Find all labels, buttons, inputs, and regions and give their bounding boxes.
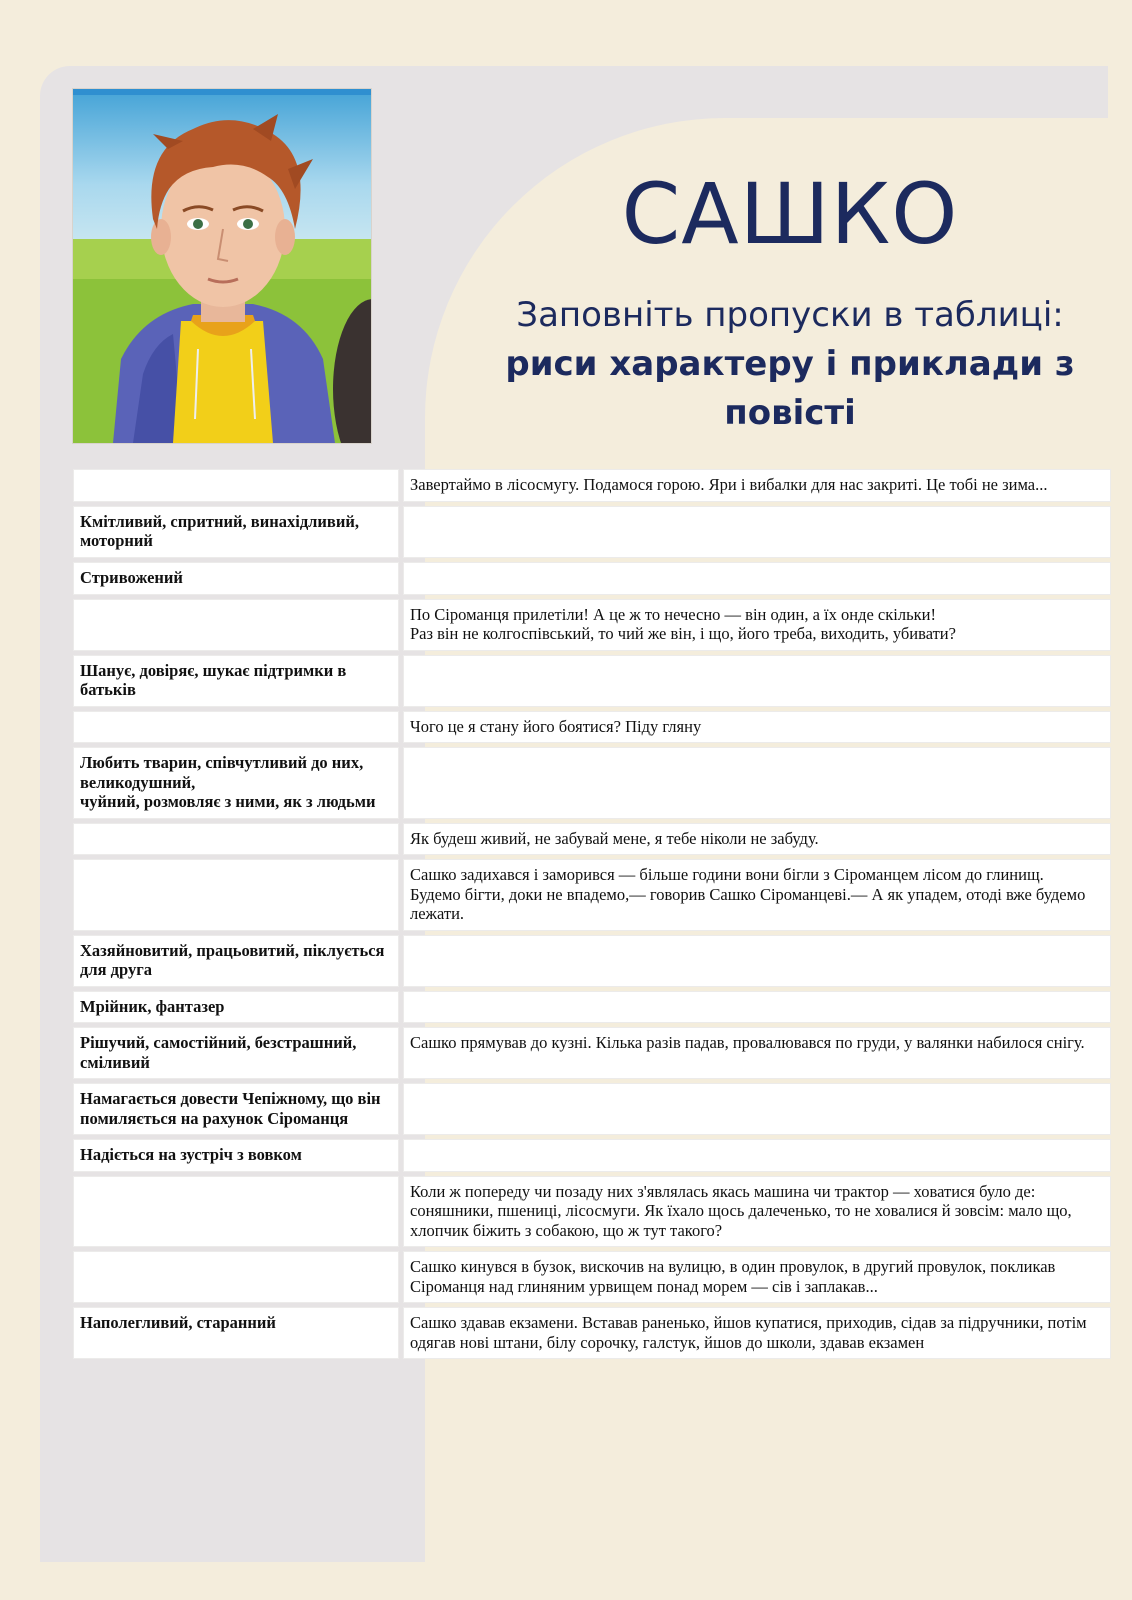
task-instruction <box>480 292 1100 438</box>
example-cell[interactable] <box>403 991 1111 1024</box>
table-row <box>73 1139 1111 1172</box>
trait-cell: Мрійник, фантазер <box>73 991 399 1024</box>
trait-cell[interactable] <box>73 599 399 651</box>
trait-cell[interactable] <box>73 859 399 931</box>
table-row <box>73 935 1111 987</box>
table-row <box>73 1176 1111 1248</box>
page-title: САШКО <box>621 165 959 263</box>
example-cell: Як будеш живий, не забувай мене, я тебе ніколи не забуду. <box>403 823 1111 856</box>
trait-cell: Шанує, довіряє, шукає підтримки в батьків <box>73 655 399 707</box>
background-fill <box>425 1460 1132 1600</box>
trait-cell: Надіється на зустріч з вовком <box>73 1139 399 1172</box>
example-cell: Сашко задихався і заморився — більше години вони бігли з Сіроманцем лісом до глинищ. Будемо бігти, доки не впадемо,— говорив Сашко Сіроманцеві.— А як упадем, отоді вже будемо лежати. <box>403 859 1111 931</box>
example-cell[interactable] <box>403 1083 1111 1135</box>
trait-cell: Кмітливий, спритний, винахідливий, моторний <box>73 506 399 558</box>
sashko-portrait-illustration <box>72 88 372 444</box>
example-cell[interactable] <box>403 1139 1111 1172</box>
trait-cell[interactable] <box>73 469 399 502</box>
example-cell: Коли ж попереду чи позаду них з'являлась якась машина чи трактор — ховатися було де: соняшники, пшениці, лісосмуги. Як їхало щось далеченько, то не ховалися й зовсім: мало що, хлопчик біжить з собакою, що ж тут такого? <box>403 1176 1111 1248</box>
table-row <box>73 469 1111 502</box>
example-cell: Сашко здавав екзамени. Вставав раненько, йшов купатися, приходив, сідав за підручники, потім одягав нові штани, білу сорочку, галстук, йшов до школи, здавав екзамен <box>403 1307 1111 1359</box>
table-row <box>73 859 1111 931</box>
table-row <box>73 1251 1111 1303</box>
trait-cell: Намагається довести Чепіжному, що він помиляється на рахунок Сіроманця <box>73 1083 399 1135</box>
trait-cell[interactable] <box>73 1251 399 1303</box>
table-row <box>73 1307 1111 1359</box>
instruction-text: Заповніть пропуски в таблиці: <box>516 295 1064 335</box>
table-row <box>73 747 1111 819</box>
example-cell[interactable] <box>403 935 1111 987</box>
table-row <box>73 1027 1111 1079</box>
trait-cell[interactable] <box>73 1176 399 1248</box>
trait-cell: Хазяйновитий, працьовитий, піклується для друга <box>73 935 399 987</box>
boy-illustration <box>73 89 371 443</box>
example-cell: Сашко кинувся в бузок, вискочив на вулицю, в один провулок, в другий провулок, покликав Сіроманця над глиняним урвищем понад морем — сів і заплакав... <box>403 1251 1111 1303</box>
example-cell[interactable] <box>403 506 1111 558</box>
table-row <box>73 599 1111 651</box>
example-cell: По Сіроманця прилетіли! А це ж то нечесно — він один, а їх онде скільки! Раз він не колгоспівський, то чий же він, і що, його треба, виходить, убивати? <box>403 599 1111 651</box>
example-cell: Сашко прямував до кузні. Кілька разів падав, провалювався по груди, у валянки набилося снігу. <box>403 1027 1111 1079</box>
table-row <box>73 711 1111 744</box>
example-cell[interactable] <box>403 655 1111 707</box>
example-cell[interactable] <box>403 562 1111 595</box>
example-cell: Чого це я стану його боятися? Піду гляну <box>403 711 1111 744</box>
trait-cell[interactable] <box>73 711 399 744</box>
table-row <box>73 823 1111 856</box>
trait-cell: Стривожений <box>73 562 399 595</box>
table-row <box>73 562 1111 595</box>
table-row <box>73 1083 1111 1135</box>
trait-cell: Наполегливий, старанний <box>73 1307 399 1359</box>
table-row <box>73 655 1111 707</box>
trait-cell: Любить тварин, співчутливий до них, великодушний, чуйний, розмовляє з ними, як з людьми <box>73 747 399 819</box>
example-cell: Завертаймо в лісосмугу. Подамося горою. Яри і вибалки для нас закриті. Це тобі не зима... <box>403 469 1111 502</box>
example-cell[interactable] <box>403 747 1111 819</box>
instruction-emphasis: риси характеру і приклади з повісті <box>505 343 1075 433</box>
character-traits-table <box>69 465 1115 1363</box>
trait-cell: Рішучий, самостійний, безстрашний, сміливий <box>73 1027 399 1079</box>
table-row <box>73 991 1111 1024</box>
trait-cell[interactable] <box>73 823 399 856</box>
table-row <box>73 506 1111 558</box>
